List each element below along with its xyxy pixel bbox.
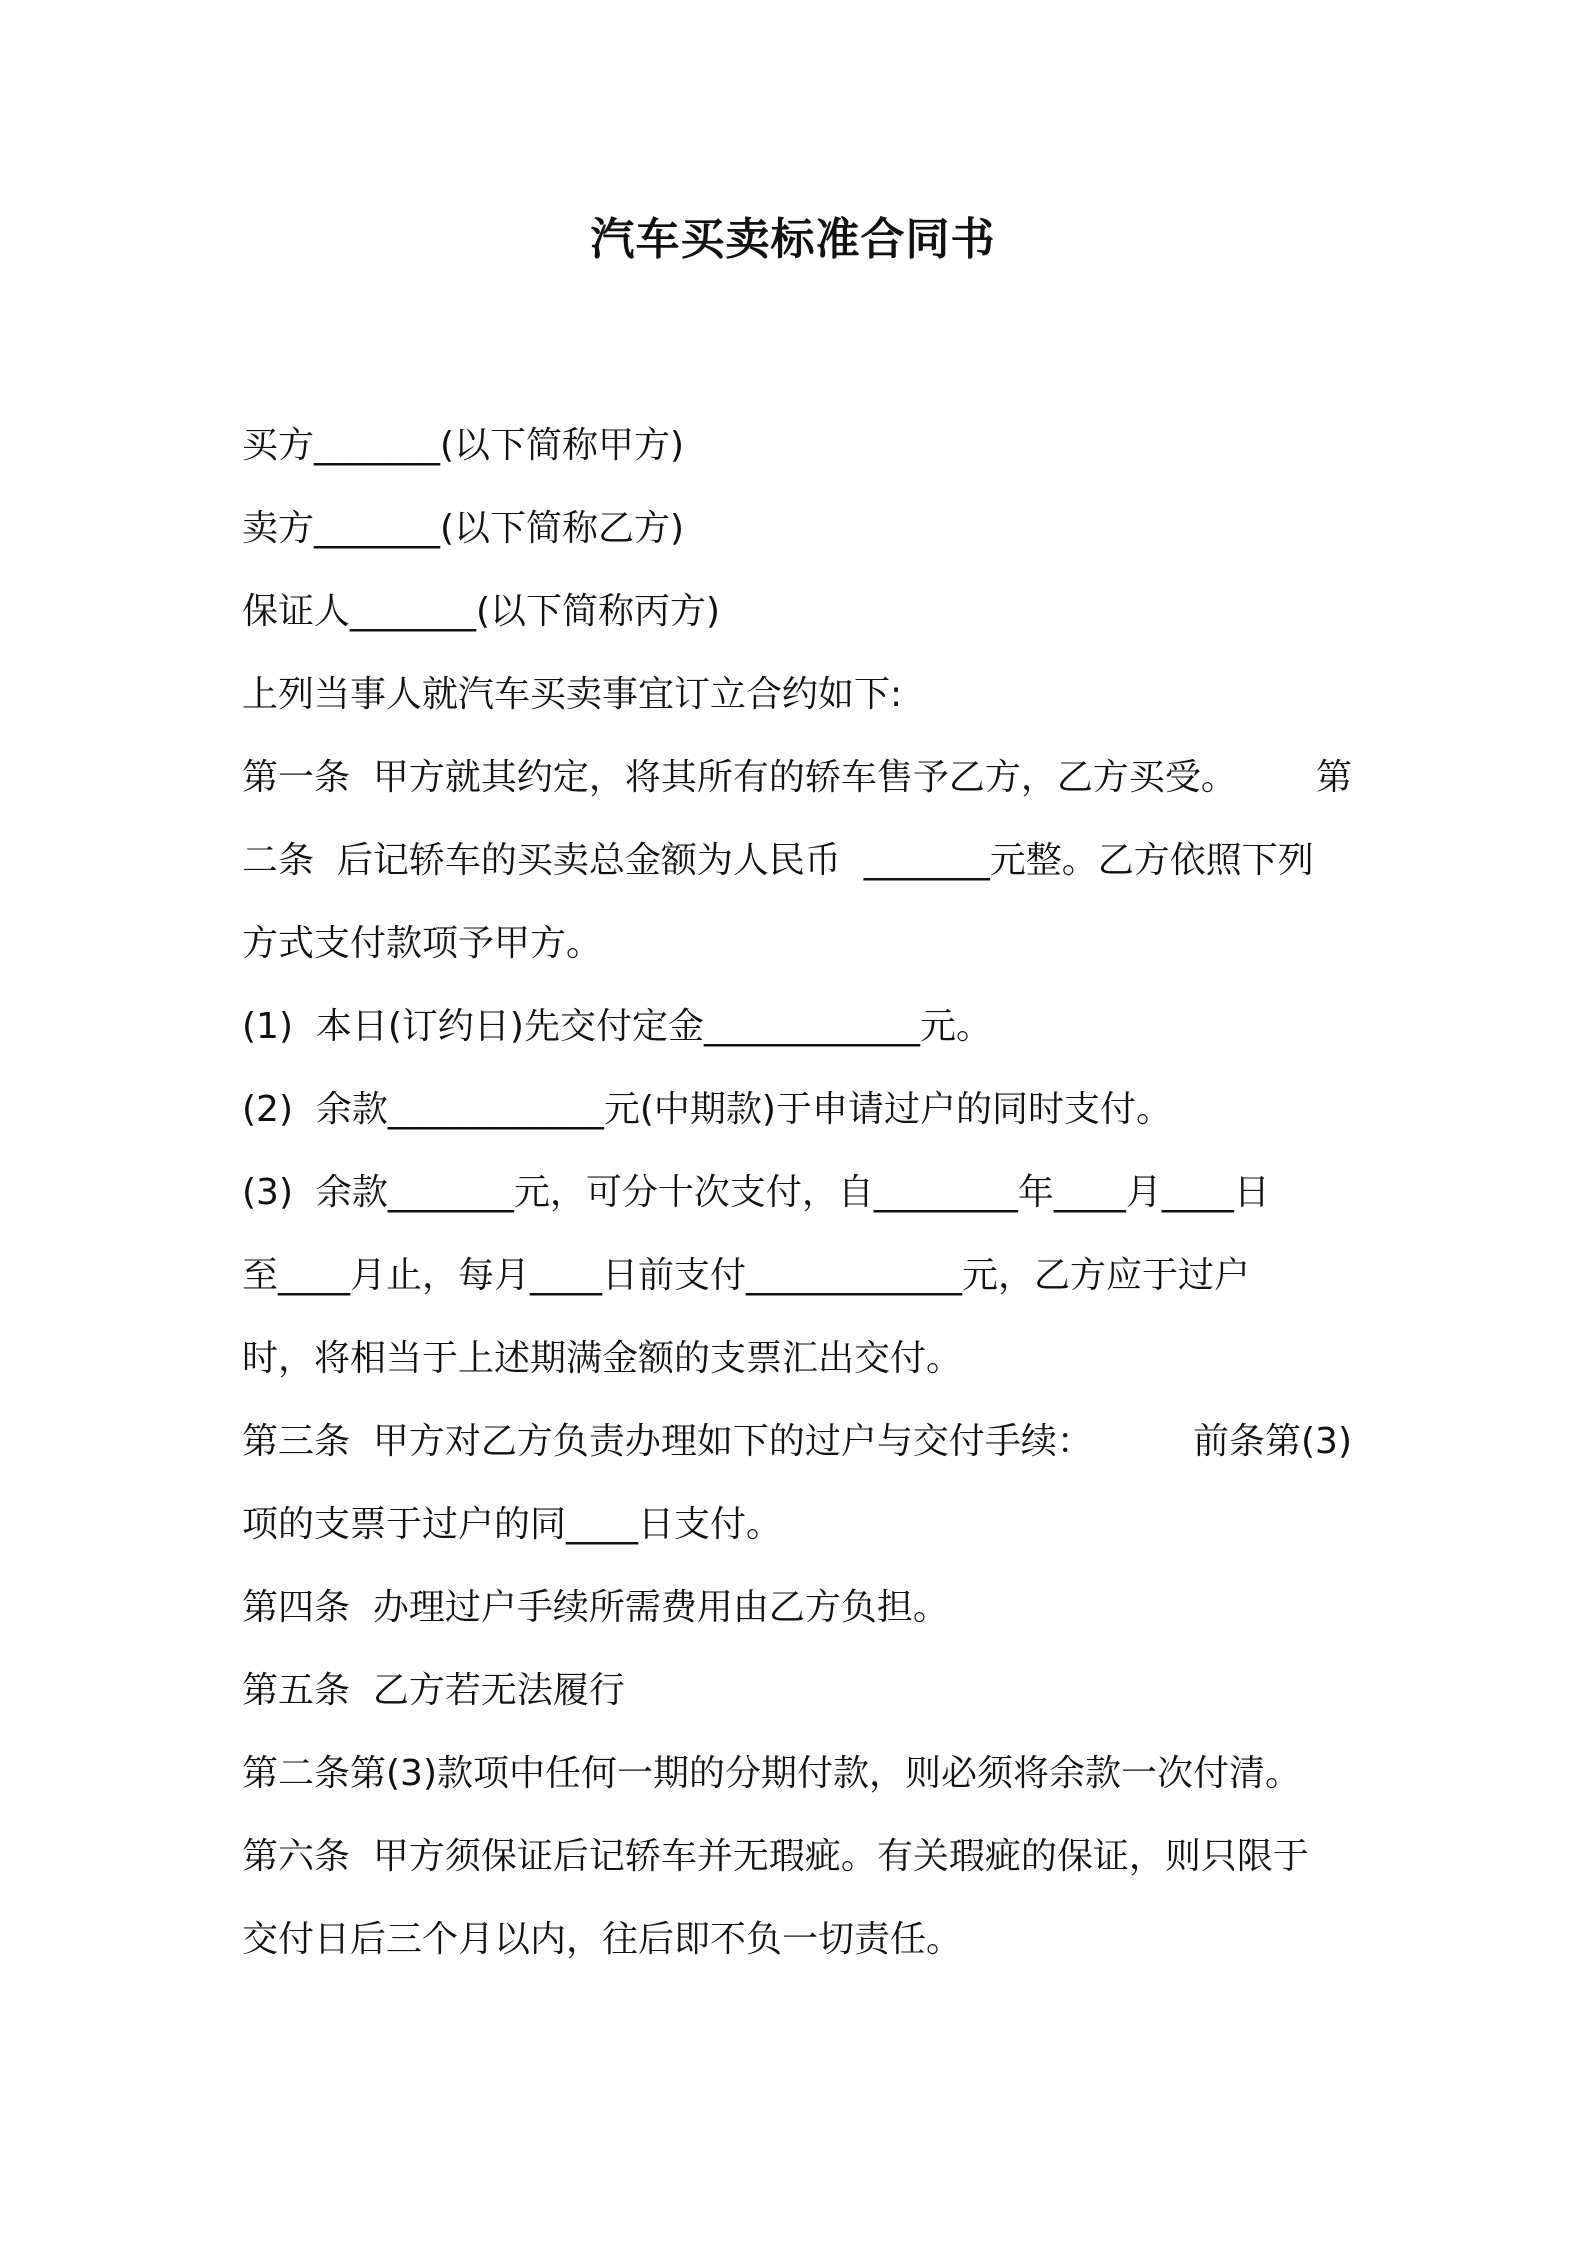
article-four-line: 第四条 办理过户手续所需费用由乙方负担。 — [242, 1587, 949, 1628]
payment-item-3: (3) 余款_______元，可分十次支付，自________年____月____日 — [242, 1172, 1270, 1213]
article-six-cont-line: 交付日后三个月以内，往后即不负一切责任。 — [242, 1919, 963, 1960]
payment-item-2: (2) 余款____________元(中期款)于申请过户的同时支付。 — [242, 1089, 1172, 1130]
document-title: 汽车买卖标准合同书 — [590, 214, 996, 265]
article-six-line: 第六条 甲方须保证后记轿车并无瑕疵。有关瑕疵的保证，则只限于 — [242, 1836, 1309, 1877]
buyer-line: 买方_______(以下简称甲方) — [242, 425, 685, 466]
article-one-text: 第一条 甲方就其约定，将其所有的轿车售予乙方，乙方买受。 — [242, 757, 1237, 798]
article-three-cont-line: 项的支票于过户的同____日支付。 — [242, 1504, 783, 1545]
preamble-line: 上列当事人就汽车买卖事宜订立合约如下: — [242, 674, 903, 715]
seller-line: 卖方_______(以下简称乙方) — [242, 508, 685, 549]
article-two-cont-line: 方式支付款项予甲方。 — [242, 923, 603, 964]
guarantor-line: 保证人_______(以下简称丙方) — [242, 591, 721, 632]
payment-item-1: (1) 本日(订约日)先交付定金____________元。 — [242, 1006, 992, 1047]
payment-item-3-end: 时，将相当于上述期满金额的支票汇出交付。 — [242, 1338, 963, 1379]
article-three-right: 前条第(3) — [1193, 1421, 1352, 1462]
document-body — [242, 404, 1352, 1981]
article-two-start: 第 — [1315, 757, 1352, 798]
article-five-line: 第五条 乙方若无法履行 — [242, 1670, 625, 1711]
article-three-text: 第三条 甲方对乙方负责办理如下的过户与交付手续： — [242, 1421, 1093, 1462]
article-one-line — [242, 736, 1352, 819]
article-two-line: 二条 后记轿车的买卖总金额为人民币 _______元整。乙方依照下列 — [242, 840, 1314, 881]
article-three-line — [242, 1400, 1352, 1483]
article-five-cont-line: 第二条第(3)款项中任何一期的分期付款，则必须将余款一次付清。 — [242, 1753, 1301, 1794]
payment-item-3-cont: 至____月止，每月____日前支付____________元，乙方应于过户 — [242, 1255, 1251, 1296]
